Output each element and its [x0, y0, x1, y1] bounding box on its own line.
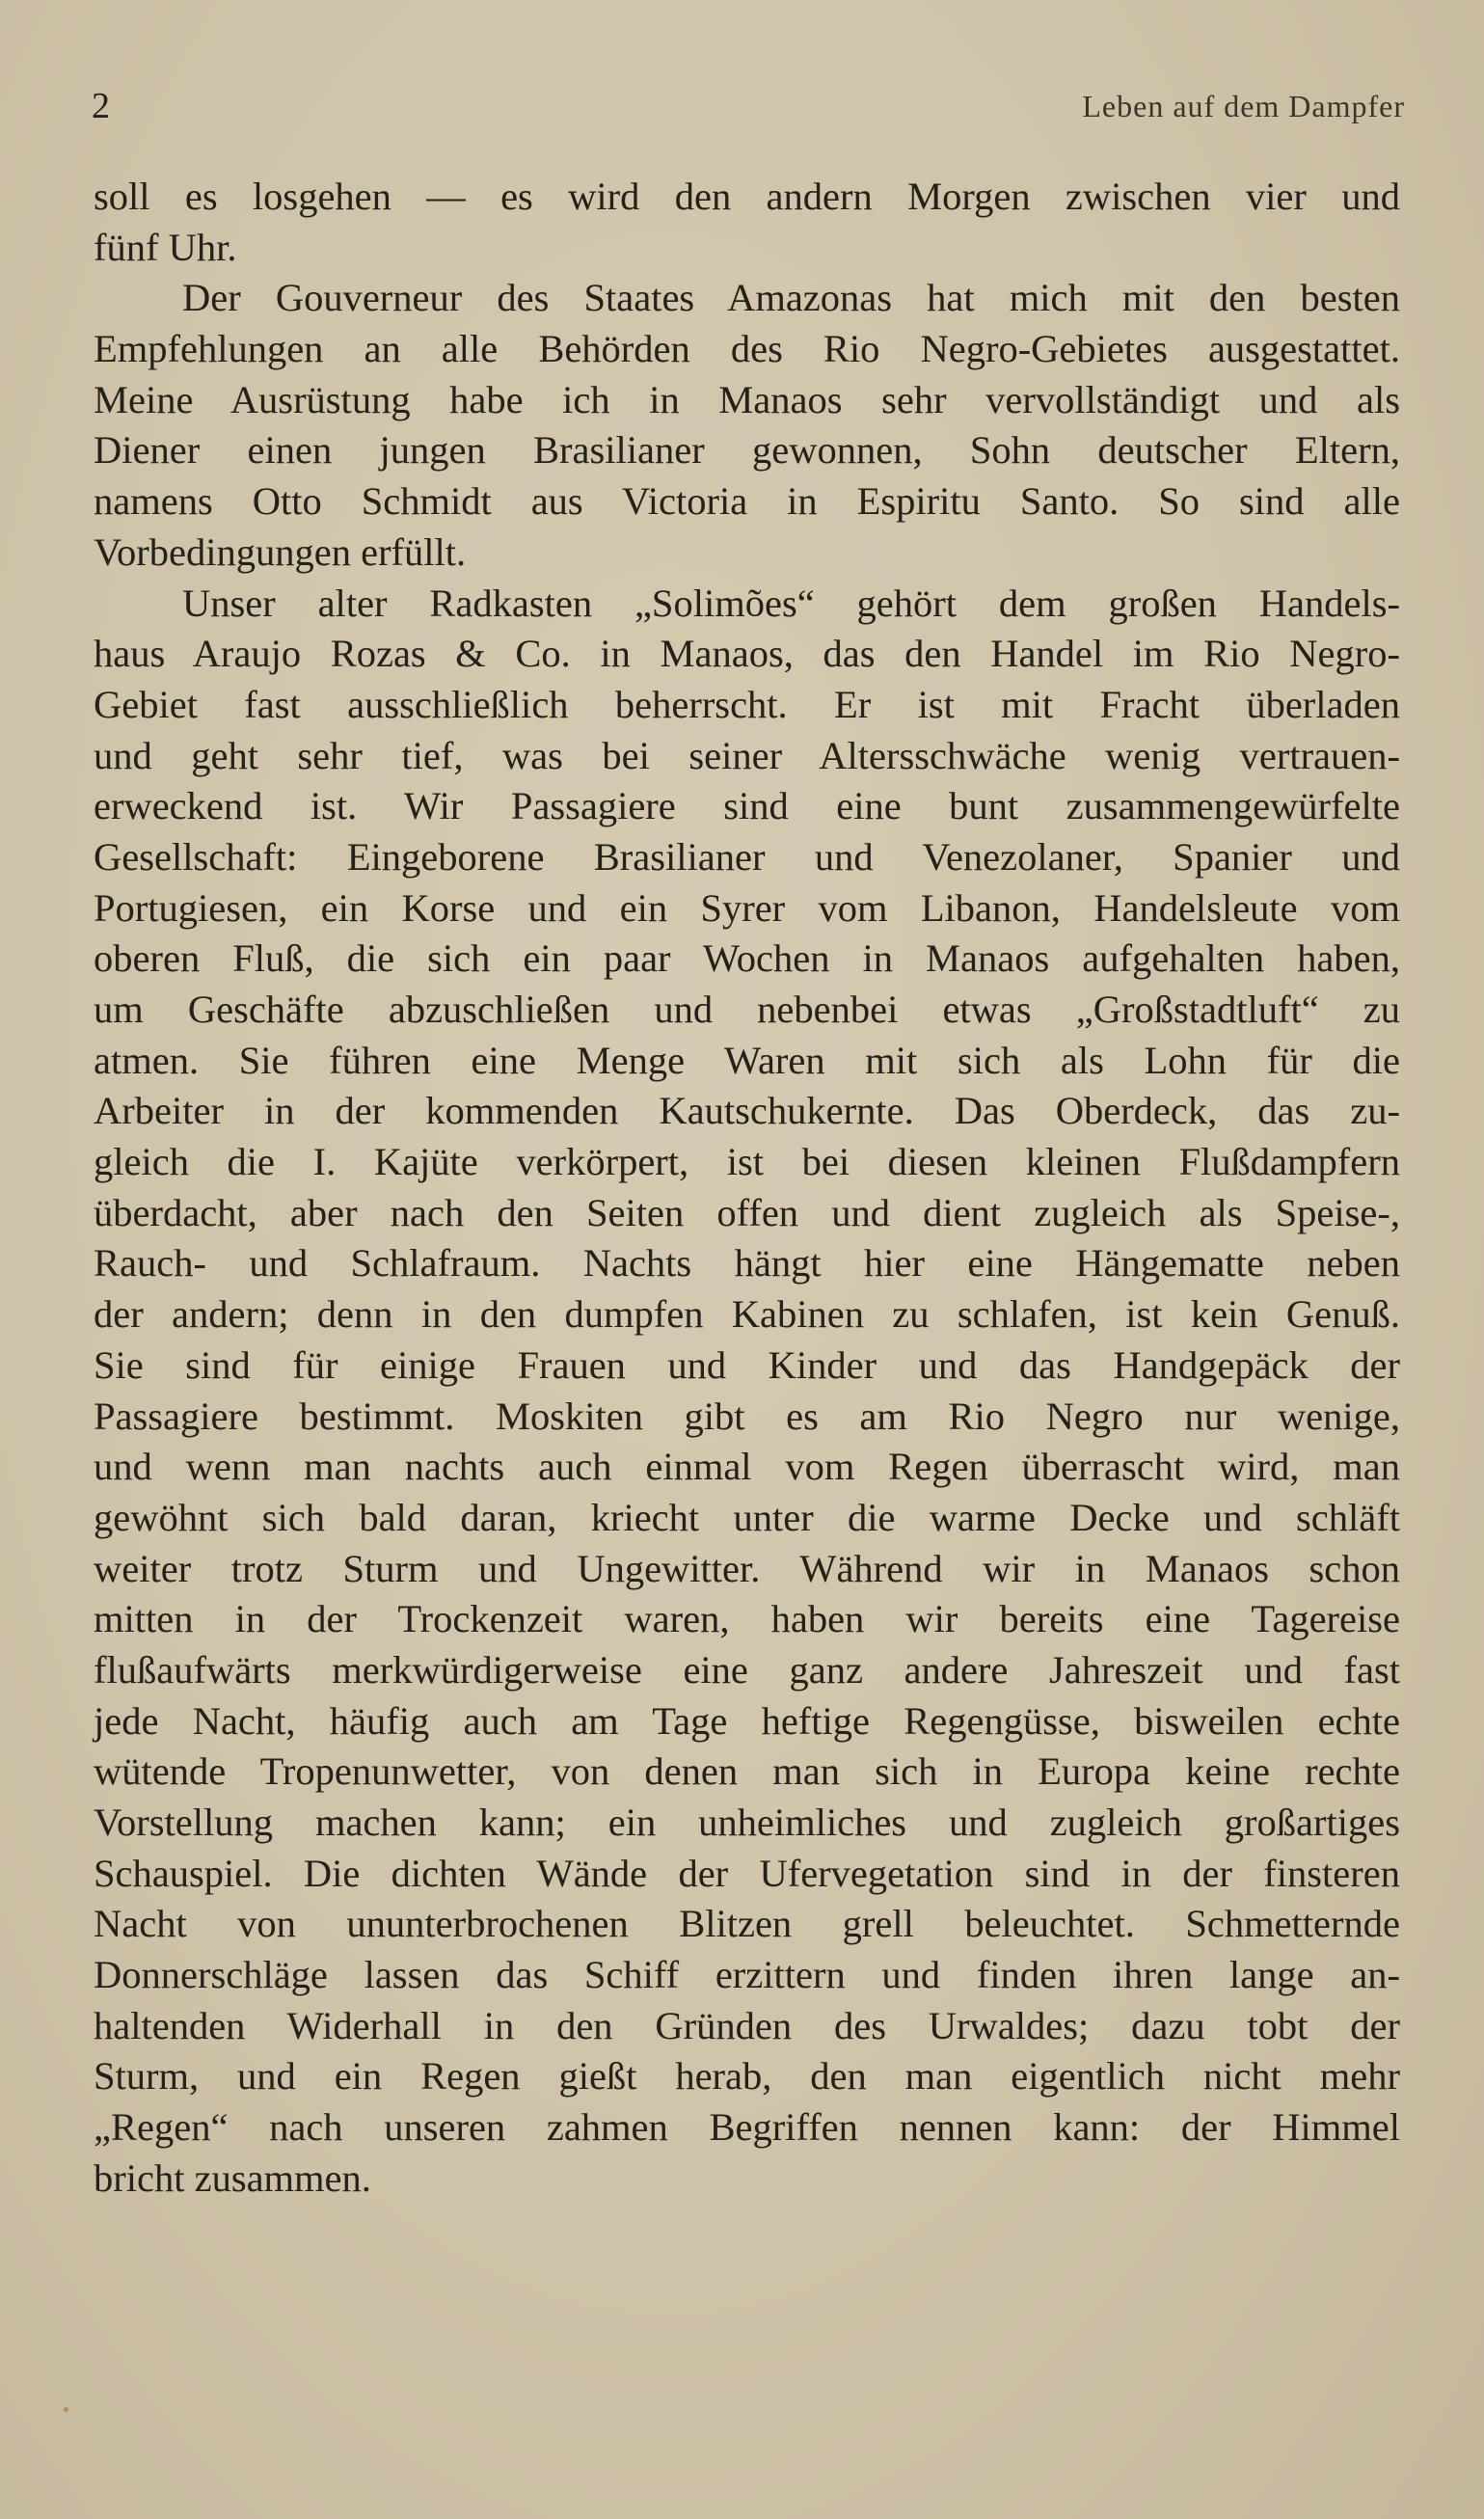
text-line: flußaufwärts merkwürdigerweise eine ganz andere Jahreszeit und fast	[94, 1647, 1400, 1692]
text-line: erweckend ist. Wir Passagiere sind eine bunt zusammengewürfelte	[94, 784, 1400, 828]
text-line: „Regen“ nach unseren zahmen Begriffen nennen kann: der Himmel	[94, 2105, 1400, 2150]
text-line: Unser alter Radkasten „Solimões“ gehört dem großen Handels-	[182, 581, 1400, 625]
text-line: Rauch- und Schlafraum. Nachts hängt hier eine Hängematte neben	[94, 1241, 1400, 1286]
text-line: Meine Ausrüstung habe ich in Manaos sehr vervollständigt und als	[94, 377, 1400, 421]
paragraph	[94, 579, 1400, 2205]
text-line: Passagiere bestimmt. Moskiten gibt es am Rio Negro nur wenige,	[94, 1394, 1400, 1438]
text-line: überdacht, aber nach den Seiten offen und dient zugleich als Speise-,	[94, 1190, 1400, 1234]
text-line: und geht sehr tief, was bei seiner Altersschwäche wenig vertrauen-	[94, 733, 1400, 777]
text-line: Gebiet fast ausschließlich beherrscht. Er ist mit Fracht überladen	[94, 682, 1400, 726]
text-line: namens Otto Schmidt aus Victoria in Espiritu Santo. So sind alle	[94, 479, 1400, 524]
text-line: jede Nacht, häufig auch am Tage heftige Regengüsse, bisweilen echte	[94, 1698, 1400, 1743]
text-line: Donnerschläge lassen das Schiff erzittern und finden ihren lange an-	[94, 1953, 1400, 1997]
text-line: Gesellschaft: Eingeborene Brasilianer und Venezolaner, Spanier und	[94, 834, 1400, 879]
text-line: Vorbedingungen erfüllt.	[94, 529, 467, 574]
text-line: Vorstellung machen kann; ein unheimliches und zugleich großartiges	[94, 1801, 1400, 1844]
page-number: 2	[92, 86, 110, 126]
text-line: haus Araujo Rozas & Co. in Manaos, das den Handel im Rio Negro-	[94, 632, 1400, 676]
text-line: weiter trotz Sturm und Ungewitter. Während wir in Manaos schon	[94, 1546, 1400, 1590]
text-line: Sie sind für einige Frauen und Kinder und das Handgepäck der	[94, 1342, 1400, 1387]
text-line: Sturm, und ein Regen gießt herab, den man eigentlich nicht mehr	[94, 2054, 1400, 2099]
running-head: Leben auf dem Dampfer	[1082, 89, 1405, 123]
text-line: gewöhnt sich bald daran, kriecht unter die warme Decke und schläft	[94, 1495, 1400, 1539]
text-line: fünf Uhr.	[94, 225, 237, 269]
text-line: Portugiesen, ein Korse und ein Syrer vom Libanon, Handelsleute vom	[94, 885, 1400, 930]
text-line: Diener einen jungen Brasilianer gewonnen, Sohn deutscher Eltern,	[94, 428, 1400, 473]
text-line: Arbeiter in der kommenden Kautschukernte. Das Oberdeck, das zu-	[94, 1089, 1400, 1133]
text-line: und wenn man nachts auch einmal vom Regen überrascht wird, man	[94, 1445, 1400, 1489]
text-line: Schauspiel. Die dichten Wände der Ufervegetation sind in der finsteren	[94, 1851, 1400, 1895]
text-line: bricht zusammen.	[94, 2155, 371, 2200]
paragraph	[94, 172, 1400, 273]
paper-speck	[64, 2407, 68, 2412]
text-line: Der Gouverneur des Staates Amazonas hat mich mit den besten	[182, 276, 1400, 320]
text-line: mitten in der Trockenzeit waren, haben wir bereits eine Tagereise	[94, 1597, 1400, 1641]
body-text	[94, 172, 1400, 2205]
text-line: wütende Tropenunwetter, von denen man sich in Europa keine rechte	[94, 1749, 1400, 1794]
text-line: Nacht von ununterbrochenen Blitzen grell beleuchtet. Schmetternde	[94, 1902, 1400, 1946]
text-line: Empfehlungen an alle Behörden des Rio Negro-Gebietes ausgestattet.	[94, 327, 1400, 371]
text-line: oberen Fluß, die sich ein paar Wochen in Manaos aufgehalten haben,	[94, 936, 1400, 981]
text-line: haltenden Widerhall in den Gründen des Urwaldes; dazu tobt der	[94, 2003, 1400, 2047]
text-line: soll es losgehen — es wird den andern Morgen zwischen vier und	[94, 175, 1400, 218]
paragraph	[94, 273, 1400, 578]
text-line: gleich die I. Kajüte verkörpert, ist bei diesen kleinen Flußdampfern	[94, 1140, 1400, 1184]
text-line: atmen. Sie führen eine Menge Waren mit sich als Lohn für die	[94, 1038, 1400, 1082]
text-line: um Geschäfte abzuschließen und nebenbei etwas „Großstadtluft“ zu	[94, 988, 1400, 1031]
text-line: der andern; denn in den dumpfen Kabinen zu schlafen, ist kein Genuß.	[94, 1292, 1400, 1337]
page-header	[92, 77, 1405, 135]
